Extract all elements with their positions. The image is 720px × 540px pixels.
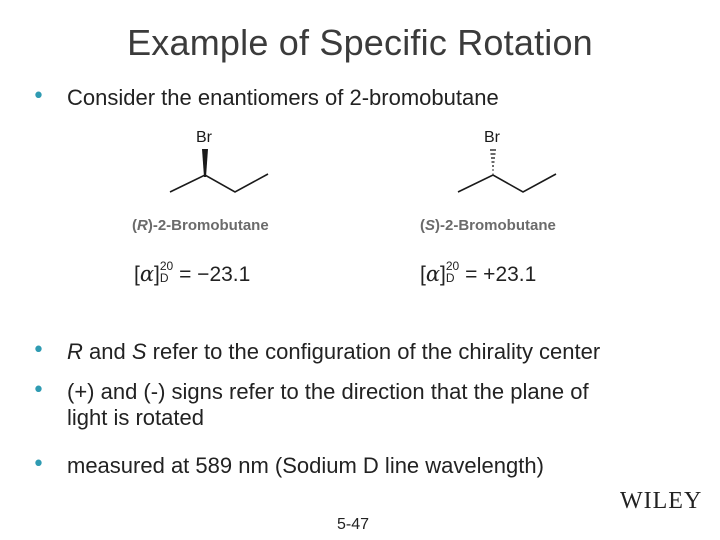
italic-s: S (131, 339, 147, 364)
bromine-label: Br (196, 129, 212, 146)
carbon-chain (458, 174, 556, 192)
wiley-logo: WILEY (620, 488, 703, 514)
s-bromobutane-structure (410, 122, 640, 237)
bullet-line: (+) and (-) signs refer to the direction that the plane of (67, 379, 589, 404)
rotation-value: = −23.1 (179, 263, 251, 286)
bromine-label: Br (484, 129, 500, 146)
hashed-bond (490, 150, 496, 174)
rotation-sodium-line: D (159, 271, 169, 285)
carbon-chain (170, 174, 268, 192)
rotation-temperature: 20 (445, 259, 460, 273)
bullet-text: refer to the configuration of the chirality center (146, 339, 601, 364)
intro-bullet-text: Consider the enantiomers of 2-bromobutane (67, 85, 499, 110)
s-molecule-name: (S)-2-Bromobutane (420, 217, 556, 234)
bullet-marker: • (32, 452, 45, 477)
italic-r: R (67, 339, 83, 364)
bullet-line: light is rotated (67, 405, 204, 430)
rotation-temperature: 20 (159, 259, 174, 273)
s-specific-rotation: [α]20 D = +23.1 (420, 259, 537, 286)
bullet-marker: • (32, 338, 45, 363)
bullet-sign-direction (67, 379, 589, 431)
r-specific-rotation: [α]20 D = −23.1 (134, 259, 251, 286)
bullet-marker: • (32, 378, 45, 403)
wedge-bond (202, 149, 208, 177)
rotation-value: = +23.1 (465, 263, 537, 286)
r-bromobutane-structure (120, 122, 350, 237)
slide-title: Example of Specific Rotation (127, 22, 593, 63)
bullet-wavelength: measured at 589 nm (Sodium D line wavelength) (67, 453, 544, 478)
config-letter: S (425, 217, 436, 234)
bullet-configuration (67, 339, 600, 365)
name-suffix: -2-Bromobutane (152, 217, 269, 234)
bullet-text: and (82, 339, 132, 364)
page-number: 5-47 (337, 516, 370, 533)
bullet-marker: • (32, 84, 45, 109)
r-molecule-name: (R)-2-Bromobutane (132, 217, 269, 234)
name-suffix: -2-Bromobutane (440, 217, 556, 234)
config-letter: R (137, 217, 148, 234)
rotation-sodium-line: D (445, 271, 455, 285)
